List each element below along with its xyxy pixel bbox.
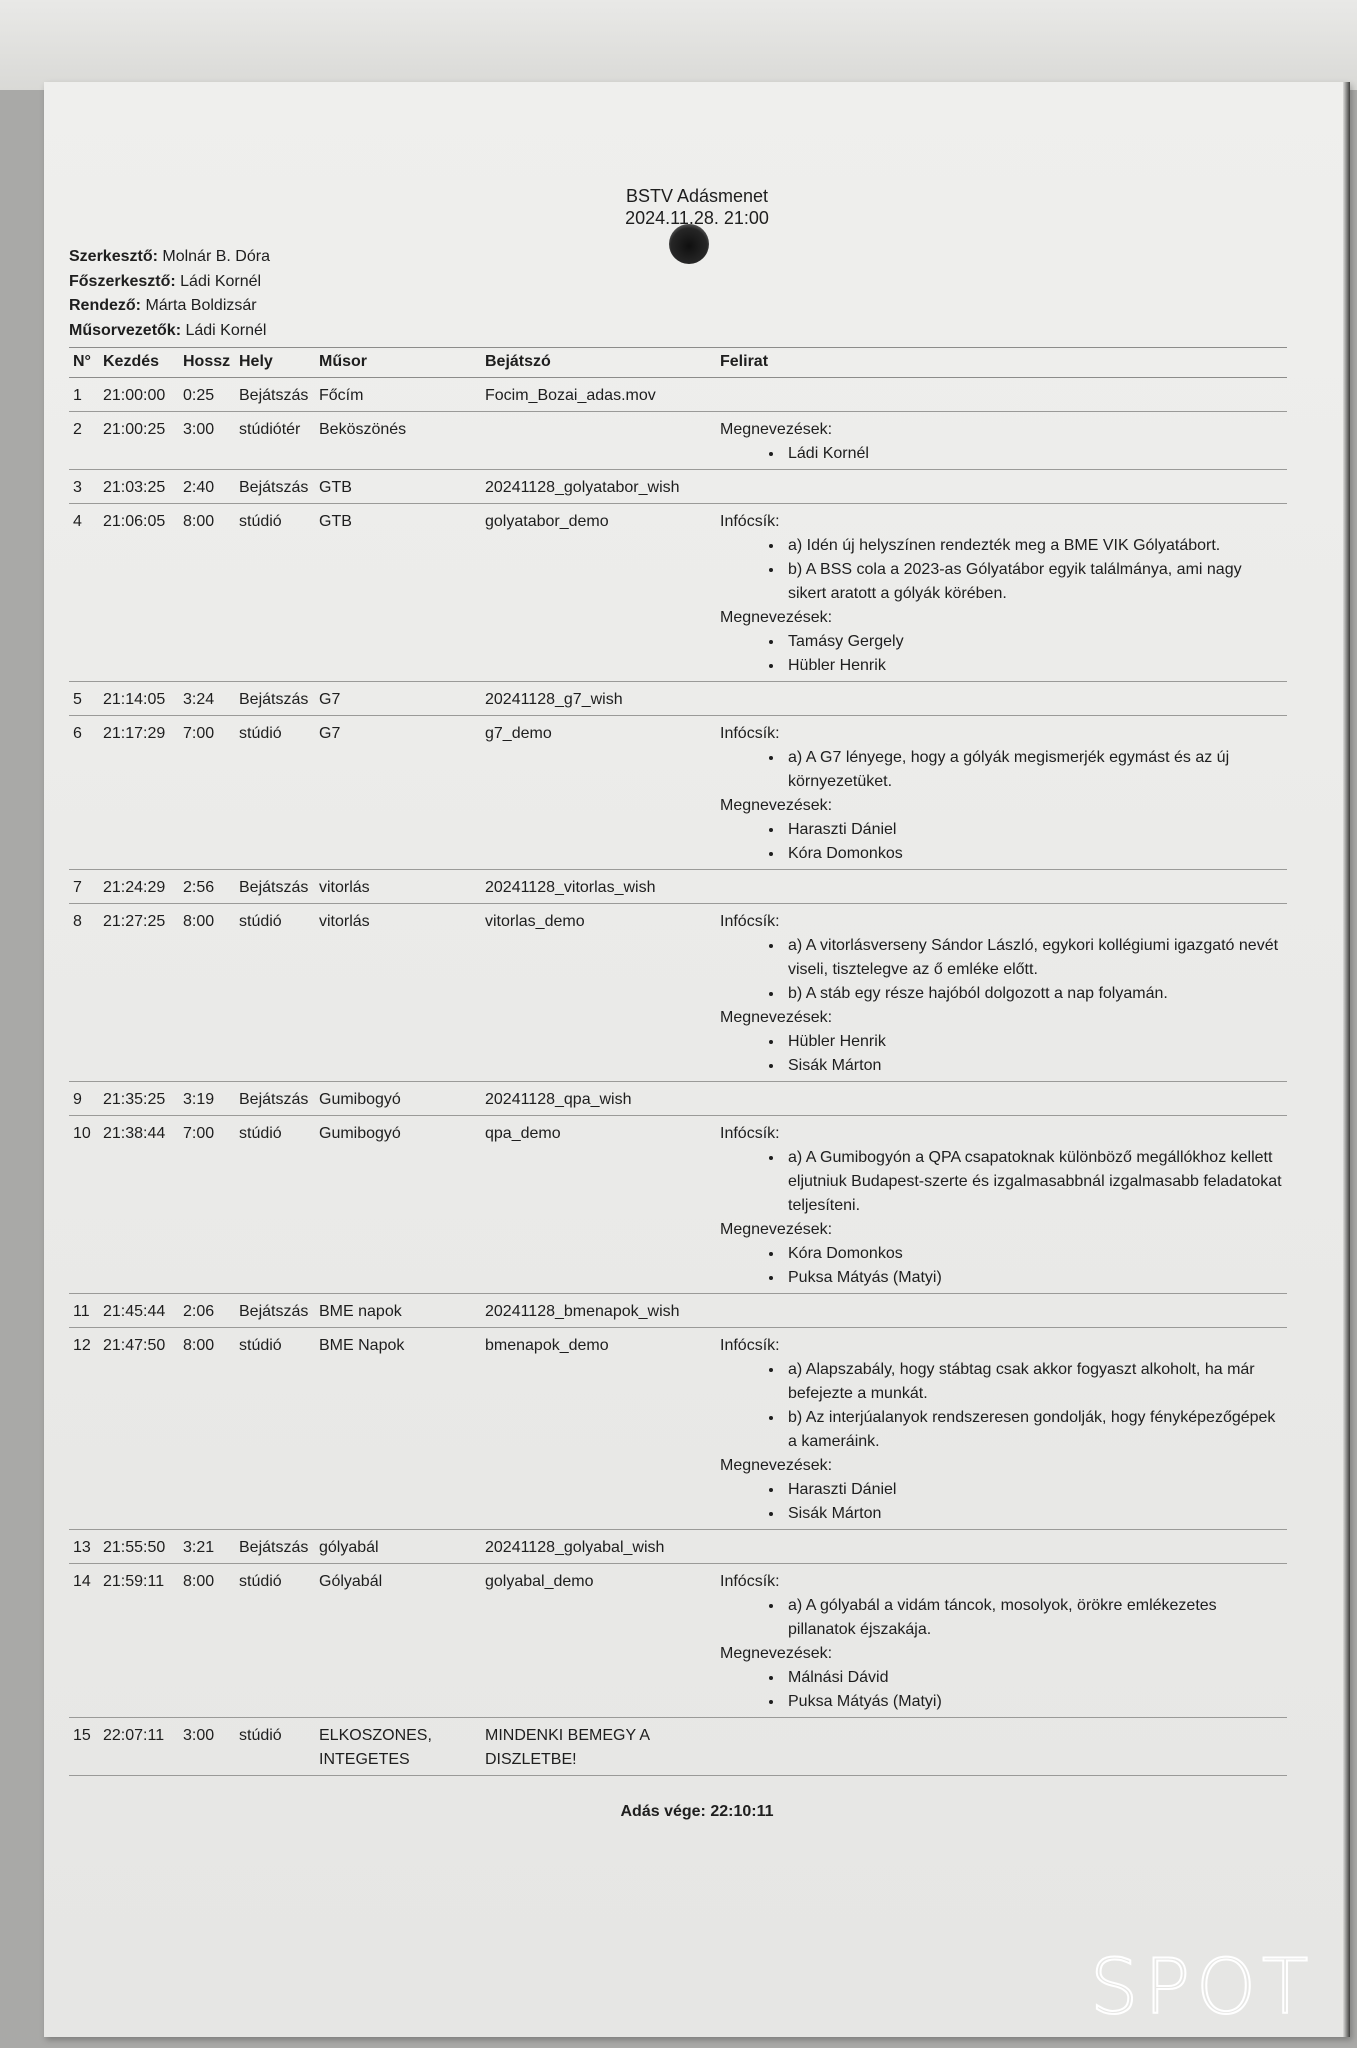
info-list [720,1358,1283,1454]
row-length: 3:00 [179,1718,235,1776]
name-item: • Puksa Mátyás (Matyi) [784,1266,1283,1290]
info-heading: Infócsík: [720,1573,780,1590]
row-caption [716,1530,1287,1564]
column-header-start: Kezdés [99,348,179,378]
row-length: 7:00 [179,1116,235,1294]
row-playout: vitorlas_demo [481,904,716,1082]
row-place: Bejátszás [235,1294,315,1328]
row-place: stúdió [235,1328,315,1530]
row-caption [716,716,1287,870]
table-row [69,1564,1287,1718]
row-show: Gumibogyó [315,1082,481,1116]
row-number: 12 [69,1328,99,1530]
info-heading: Infócsík: [720,513,780,530]
credit-line [69,245,270,270]
column-header-number: N° [69,348,99,378]
paper-sheet [44,82,1350,2037]
info-list [720,1594,1283,1642]
credit-line [69,319,270,344]
name-item: • Hübler Henrik [784,654,1283,678]
row-show: G7 [315,682,481,716]
row-caption [716,1116,1287,1294]
row-playout: MINDENKI BEMEGY A DISZLETBE! [481,1718,716,1776]
row-number: 5 [69,682,99,716]
row-length: 2:56 [179,870,235,904]
names-heading: Megnevezések: [720,609,833,626]
row-playout: 20241128_qpa_wish [481,1082,716,1116]
names-heading: Megnevezések: [720,1645,833,1662]
row-playout: bmenapok_demo [481,1328,716,1530]
row-length: 2:40 [179,470,235,504]
table-row [69,378,1287,412]
names-heading: Megnevezések: [720,1009,833,1026]
row-caption [716,682,1287,716]
row-show: BME Napok [315,1328,481,1530]
row-playout: 20241128_vitorlas_wish [481,870,716,904]
row-start-time: 21:59:11 [99,1564,179,1718]
row-start-time: 21:24:29 [99,870,179,904]
credit-value: Márta Boldizsár [145,297,257,314]
row-place: Bejátszás [235,1530,315,1564]
info-item: • a) Idén új helyszínen rendezték meg a BME VIK Gólyatábort. [784,534,1283,558]
row-length: 8:00 [179,1564,235,1718]
info-item: • b) A BSS cola a 2023-as Gólyatábor egyik találmánya, ami nagy sikert aratott a gólyák körében. [784,558,1283,606]
document-datetime: 2024.11.28. 21:00 [625,208,769,228]
row-playout: Focim_Bozai_adas.mov [481,378,716,412]
credit-label: Műsorvezetők: [69,321,182,339]
row-show: G7 [315,716,481,870]
document-title: BSTV Adásmenet [625,186,769,206]
row-start-time: 21:45:44 [99,1294,179,1328]
row-show: Beköszönés [315,412,481,470]
table-row [69,1294,1287,1328]
row-place: stúdió [235,904,315,1082]
row-place: stúdió [235,1116,315,1294]
names-list [720,1030,1283,1078]
row-start-time: 21:38:44 [99,1116,179,1294]
name-item: • Sisák Márton [784,1054,1283,1078]
column-header-playout: Bejátszó [481,348,716,378]
row-number: 6 [69,716,99,870]
row-length: 2:06 [179,1294,235,1328]
info-item: • b) Az interjúalanyok rendszeresen gondolják, hogy fényképezőgépek a kameráink. [784,1406,1283,1454]
row-length: 3:24 [179,682,235,716]
row-length: 8:00 [179,904,235,1082]
row-show: Főcím [315,378,481,412]
row-caption [716,504,1287,682]
row-place: Bejátszás [235,378,315,412]
names-list [720,818,1283,866]
row-length: 3:00 [179,412,235,470]
table-row [69,716,1287,870]
row-start-time: 21:14:05 [99,682,179,716]
name-item: • Hübler Henrik [784,1030,1283,1054]
info-item: • a) A vitorlásverseny Sándor László, egykori kollégiumi igazgató nevét viseli, tisztelegve az ő emléke előtt. [784,934,1283,982]
info-list [720,1146,1283,1218]
row-start-time: 21:00:00 [99,378,179,412]
credit-line [69,294,270,319]
names-list [720,630,1283,678]
table-row [69,504,1287,682]
table-row [69,1328,1287,1530]
info-heading: Infócsík: [720,725,780,742]
row-length: 3:19 [179,1082,235,1116]
row-start-time: 21:27:25 [99,904,179,1082]
column-header-caption: Felirat [716,348,1287,378]
credit-label: Szerkesztő: [69,248,158,265]
row-playout: 20241128_golyatabor_wish [481,470,716,504]
row-caption [716,1564,1287,1718]
row-place: stúdiótér [235,412,315,470]
info-item: • a) A G7 lényege, hogy a gólyák megismerjék egymást és az új környezetüket. [784,746,1283,794]
row-start-time: 21:06:05 [99,504,179,682]
column-header-place: Hely [235,348,315,378]
row-show: vitorlás [315,904,481,1082]
name-item: • Kóra Domonkos [784,1242,1283,1266]
row-place: Bejátszás [235,870,315,904]
row-length: 8:00 [179,504,235,682]
column-header-show: Műsor [315,348,481,378]
names-heading: Megnevezések: [720,1221,833,1238]
credit-value: Molnár B. Dóra [162,248,270,265]
info-list [720,534,1283,606]
credit-value: Ládi Kornél [180,272,262,290]
row-playout [481,412,716,470]
row-start-time: 21:17:29 [99,716,179,870]
table-row [69,470,1287,504]
row-show: Gólyabál [315,1564,481,1718]
names-heading: Megnevezések: [720,421,833,438]
table-row [69,1530,1287,1564]
table-row [69,1082,1287,1116]
row-start-time: 21:47:50 [99,1328,179,1530]
punch-hole [669,224,709,264]
row-number: 13 [69,1530,99,1564]
names-list [720,442,1283,466]
row-place: Bejátszás [235,682,315,716]
row-start-time: 21:03:25 [99,470,179,504]
name-item: • Sisák Márton [784,1502,1283,1526]
paper-edge [1343,82,1350,2037]
row-number: 4 [69,504,99,682]
row-start-time: 22:07:11 [99,1718,179,1776]
row-caption [716,412,1287,470]
row-length: 8:00 [179,1328,235,1530]
info-list [720,934,1283,1006]
row-start-time: 21:35:25 [99,1082,179,1116]
row-number: 10 [69,1116,99,1294]
row-caption [716,1718,1287,1776]
credit-label: Főszerkesztő: [69,272,176,290]
row-number: 8 [69,904,99,1082]
name-item: • Málnási Dávid [784,1666,1283,1690]
names-heading: Megnevezések: [720,797,833,814]
row-place: stúdió [235,1564,315,1718]
row-number: 3 [69,470,99,504]
row-number: 7 [69,870,99,904]
row-caption [716,1328,1287,1530]
table-row [69,904,1287,1082]
row-caption [716,1294,1287,1328]
row-caption [716,378,1287,412]
names-list [720,1666,1283,1714]
row-length: 0:25 [179,378,235,412]
row-caption [716,870,1287,904]
background-surface [0,0,1357,90]
watermark-logo: SPOT [1090,1942,1315,2031]
info-heading: Infócsík: [720,913,780,930]
names-heading: Megnevezések: [720,1457,833,1474]
row-place: Bejátszás [235,1082,315,1116]
broadcast-end: Adás vége: 22:10:11 [620,1803,774,1820]
row-start-time: 21:55:50 [99,1530,179,1564]
info-item: • a) Alapszabály, hogy stábtag csak akkor fogyaszt alkoholt, ha már befejezte a munkát. [784,1358,1283,1406]
row-number: 11 [69,1294,99,1328]
row-playout: 20241128_bmenapok_wish [481,1294,716,1328]
info-heading: Infócsík: [720,1125,780,1142]
names-list [720,1478,1283,1526]
name-item: • Kóra Domonkos [784,842,1283,866]
info-item: • a) A gólyabál a vidám táncok, mosolyok, örökre emlékezetes pillanatok éjszakája. [784,1594,1283,1642]
table-row [69,682,1287,716]
credit-line [69,270,270,295]
table-row [69,1116,1287,1294]
name-item: • Haraszti Dániel [784,818,1283,842]
row-caption [716,1082,1287,1116]
row-place: stúdió [235,716,315,870]
credits-block [69,245,270,343]
table-row [69,412,1287,470]
credit-label: Rendező: [69,297,141,314]
row-caption [716,904,1287,1082]
row-show: gólyabál [315,1530,481,1564]
table-row [69,1718,1287,1776]
name-item: • Ládi Kornél [784,442,1283,466]
row-length: 3:21 [179,1530,235,1564]
row-number: 1 [69,378,99,412]
name-item: • Haraszti Dániel [784,1478,1283,1502]
column-header-length: Hossz [179,348,235,378]
row-number: 14 [69,1564,99,1718]
table-row [69,870,1287,904]
schedule-table [69,347,1287,1776]
row-length: 7:00 [179,716,235,870]
row-show: ELKOSZONES, INTEGETES [315,1718,481,1776]
row-playout: golyabal_demo [481,1564,716,1718]
row-number: 9 [69,1082,99,1116]
info-heading: Infócsík: [720,1337,780,1354]
row-start-time: 21:00:25 [99,412,179,470]
row-number: 2 [69,412,99,470]
row-show: GTB [315,470,481,504]
table-header-row [69,348,1287,378]
row-playout: qpa_demo [481,1116,716,1294]
info-item: • a) A Gumibogyón a QPA csapatoknak különböző megállókhoz kellett eljutniuk Budapest-szerte és izgalmasabbnál izgalmasabb feladatokat teljesíteni. [784,1146,1283,1218]
row-show: Gumibogyó [315,1116,481,1294]
schedule-body [69,378,1287,1776]
row-place: Bejátszás [235,470,315,504]
row-place: stúdió [235,504,315,682]
row-playout: g7_demo [481,716,716,870]
row-show: vitorlás [315,870,481,904]
row-show: GTB [315,504,481,682]
names-list [720,1242,1283,1290]
row-playout: 20241128_g7_wish [481,682,716,716]
name-item: • Puksa Mátyás (Matyi) [784,1690,1283,1714]
row-place: stúdió [235,1718,315,1776]
info-list [720,746,1283,794]
row-caption [716,470,1287,504]
row-playout: 20241128_golyabal_wish [481,1530,716,1564]
name-item: • Tamásy Gergely [784,630,1283,654]
credit-value: Ládi Kornél [185,321,267,339]
row-playout: golyatabor_demo [481,504,716,682]
info-item: • b) A stáb egy része hajóból dolgozott a nap folyamán. [784,982,1283,1006]
row-show: BME napok [315,1294,481,1328]
row-number: 15 [69,1718,99,1776]
